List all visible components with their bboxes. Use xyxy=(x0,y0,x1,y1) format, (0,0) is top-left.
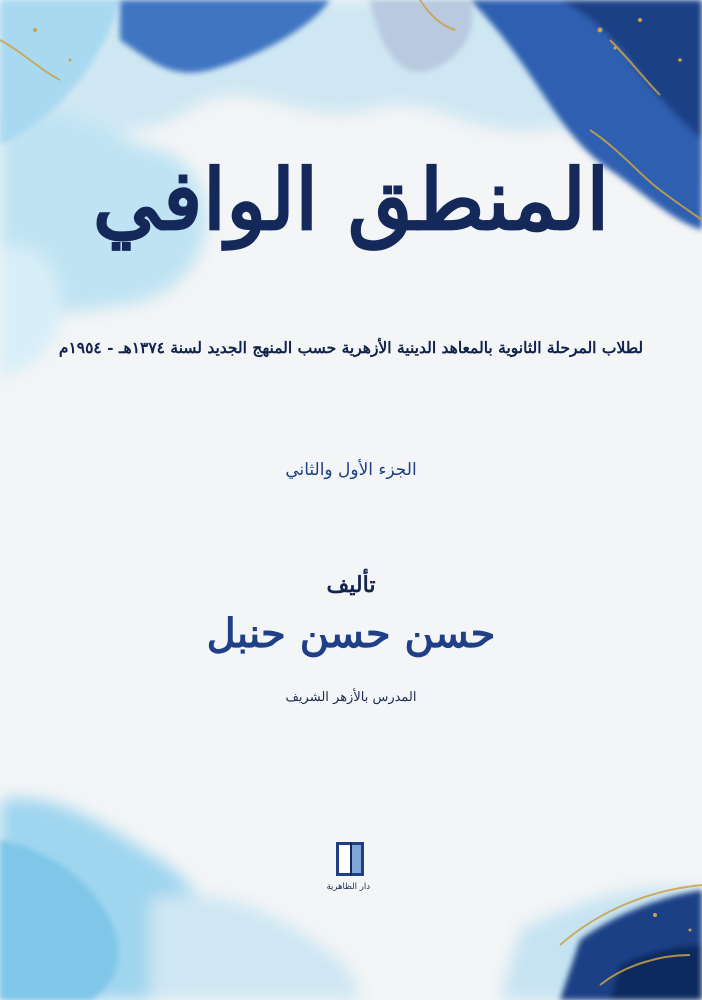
book-subtitle: لطلاب المرحلة الثانوية بالمعاهد الدينية الأزهرية حسب المنهج الجديد لسنة ١٣٧٤هـ - ١٩٥٤م xyxy=(58,338,644,357)
volume-parts: الجزء الأول والثاني xyxy=(285,460,417,480)
author-label: تأليف xyxy=(326,572,376,598)
author-name: حسن حسن حنبل xyxy=(206,610,496,657)
book-icon xyxy=(330,838,370,880)
author-description: المدرس بالأزهر الشريف xyxy=(285,690,417,705)
book-title: المنطق الوافي xyxy=(92,150,610,249)
publisher-name: دار الظاهرية xyxy=(326,882,370,892)
